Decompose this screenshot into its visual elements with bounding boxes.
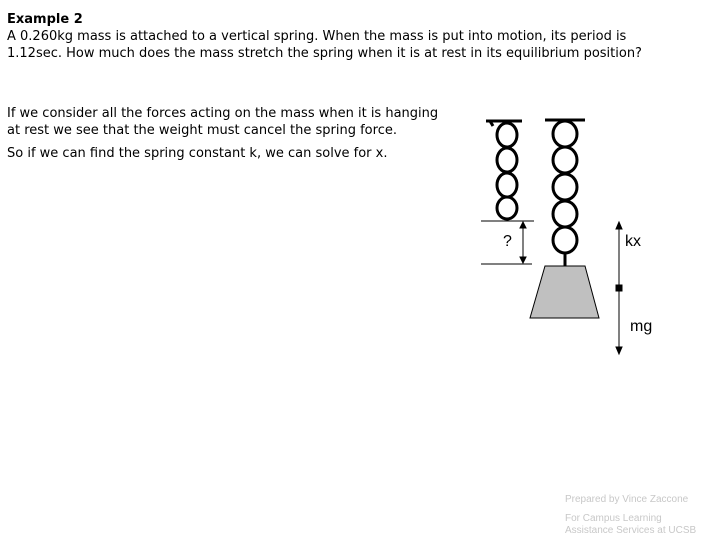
force-origin-point xyxy=(616,285,622,291)
force-arrows xyxy=(616,222,622,354)
credit-organization xyxy=(565,513,696,537)
explanation-line-2: at rest we see that the weight must cancel the spring force. xyxy=(7,123,397,138)
problem-line-1: A 0.260kg mass is attached to a vertical spring. When the mass is put into motion, its period is xyxy=(7,29,627,44)
hanging-mass xyxy=(530,266,599,318)
problem-line-2: 1.12sec. How much does the mass stretch the spring when it is at rest in its equilibrium position? xyxy=(7,46,642,61)
right-spring-coil-5 xyxy=(553,227,577,253)
unstretched-spring xyxy=(486,121,522,219)
stretch-arrow-head-top xyxy=(520,222,526,228)
left-spring-coil-3 xyxy=(497,173,517,197)
explanation-paragraph-2: So if we can find the spring constant k, we can solve for x. xyxy=(7,146,388,161)
stretch-label: ? xyxy=(503,233,512,250)
spring-force-arrow-head xyxy=(616,222,622,229)
right-spring-coil-3 xyxy=(553,174,577,200)
left-spring-coil-1 xyxy=(497,123,517,147)
right-spring-coil-4 xyxy=(553,201,577,227)
credit-line-3: Assistance Services at UCSB xyxy=(565,525,697,536)
left-spring-coil-4 xyxy=(497,197,517,219)
stretched-spring xyxy=(545,120,585,266)
left-spring-coil-2 xyxy=(497,148,517,172)
right-spring-coil-1 xyxy=(553,121,577,147)
spring-force-label: kx xyxy=(625,233,641,250)
weight-arrow-head xyxy=(616,347,622,354)
stretch-arrow-head-bottom xyxy=(520,257,526,263)
credit-author: Prepared by Vince Zaccone xyxy=(565,494,689,505)
weight-label: mg xyxy=(630,318,653,335)
right-spring-coil-2 xyxy=(553,147,577,173)
example-title: Example 2 xyxy=(7,12,83,27)
credit-line-2: For Campus Learning xyxy=(565,513,662,524)
explanation-line-1: If we consider all the forces acting on the mass when it is hanging xyxy=(7,106,439,121)
